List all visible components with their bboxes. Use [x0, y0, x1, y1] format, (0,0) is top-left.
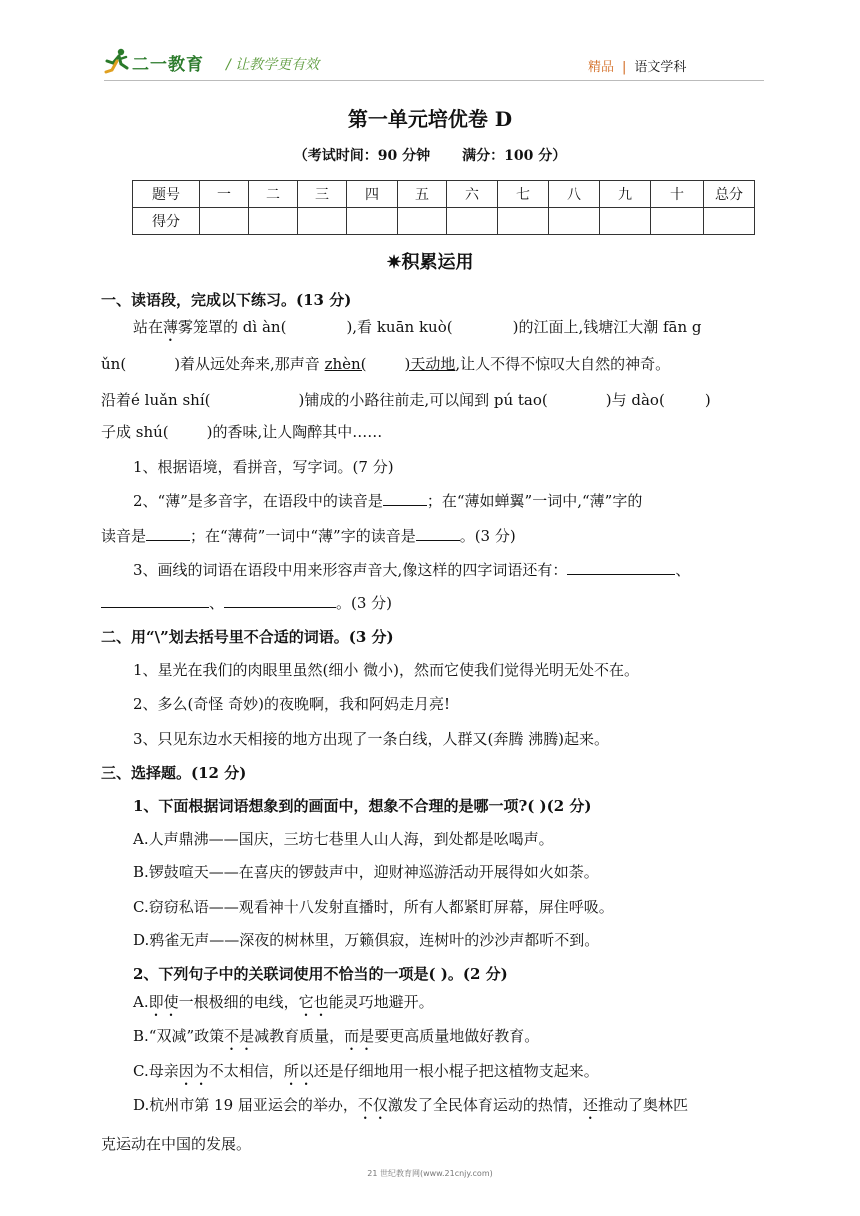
q3-sub1-option-c: C.窃窃私语——观看神十八发射直播时，所有人都紧盯屏幕，屏住呼吸。	[133, 898, 614, 916]
header-label: 题号	[133, 181, 200, 208]
q3-sub2: 2、下列句子中的关联词使用不恰当的一项是( )。(2 分)	[133, 965, 508, 983]
score-cell[interactable]	[447, 208, 498, 235]
score-table-header-row	[133, 181, 755, 208]
text: ；在“薄荷”一词中“薄”字的读音是	[190, 527, 416, 545]
text: )的江面上,钱塘江大潮 fān g	[512, 318, 702, 336]
text: 不太相信，	[208, 1062, 284, 1080]
text: 站在	[133, 318, 164, 336]
score-cell[interactable]	[704, 208, 755, 235]
q1-passage-line-1	[133, 317, 813, 345]
q2-item-1: 1、星光在我们的肉眼里虽然(细小 微小)，然而它使我们觉得光明无处不在。	[133, 661, 640, 679]
q1-sub2-line-1	[133, 491, 813, 511]
header-divider	[104, 80, 764, 81]
text: zhèn(	[324, 355, 367, 373]
page-title: 第一单元培优卷 D	[347, 107, 513, 131]
score-table-score-row	[133, 208, 755, 235]
text: B.“双减”政策	[133, 1027, 225, 1045]
q3-heading: 三、选择题。(12 分)	[101, 764, 247, 782]
col-10: 十	[651, 181, 704, 208]
quality-label: 精品	[588, 60, 615, 75]
emphasized-word: 不是	[224, 1027, 255, 1045]
text: 、	[209, 594, 225, 612]
q3-sub2-option-c	[133, 1061, 813, 1089]
text: A.	[133, 993, 149, 1011]
slogan: / 让教学更有效	[226, 57, 320, 73]
answer-blank[interactable]	[416, 526, 460, 541]
emphasized-word: 不仅	[357, 1096, 388, 1114]
text: 激发了全民体育运动的热情，	[387, 1096, 583, 1114]
q1-sub1: 1、根据语境，看拼音，写字词。(7 分)	[133, 458, 394, 476]
q1-sub3-line-2	[101, 593, 781, 613]
text: 要更高质量地做好教育。	[374, 1027, 540, 1045]
q3-sub2-option-d	[133, 1095, 813, 1123]
q3-sub2-option-a	[133, 992, 813, 1020]
text: 3、画线的词语在语段中用来形容声音大,像这样的四字词语还有：	[133, 561, 568, 579]
exam-time: （考试时间：90 分钟	[293, 148, 431, 164]
header-subject	[588, 56, 686, 75]
logo	[104, 48, 204, 76]
emphasized-char: 薄	[163, 318, 179, 336]
score-cell[interactable]	[498, 208, 549, 235]
answer-blank[interactable]	[101, 593, 209, 608]
text: )铺成的小路往前走,可以闻到 pú tao(	[298, 391, 548, 409]
text: 。(3 分)	[459, 527, 516, 545]
text: )	[704, 391, 711, 409]
row-label: 得分	[133, 208, 200, 235]
q1-heading: 一、读语段，完成以下练习。(13 分)	[101, 291, 352, 309]
q3-sub1-option-a: A.人声鼎沸——国庆，三坊七巷里人山人海，到处都是吆喝声。	[133, 830, 554, 848]
col-7: 七	[498, 181, 549, 208]
text: 一根极细的电线，	[178, 993, 299, 1011]
q1-sub3-line-1	[133, 560, 813, 580]
text: 子成 shú(	[101, 423, 169, 441]
col-5: 五	[398, 181, 447, 208]
text: 雾笼罩的 dì àn(	[178, 318, 287, 336]
score-cell[interactable]	[298, 208, 347, 235]
q2-item-3: 3、只见东边水天相接的地方出现了一条白线，人群又(奔腾 沸腾)起来。	[133, 730, 610, 748]
q1-passage-line-3	[101, 390, 781, 410]
text: )与 dào(	[605, 391, 665, 409]
logo-text: 二一教育	[132, 54, 204, 75]
col-total: 总分	[704, 181, 755, 208]
col-2: 二	[249, 181, 298, 208]
header-separator: |	[622, 60, 627, 75]
q1-sub2-line-2	[101, 526, 781, 546]
text: 沿着é luǎn shí(	[101, 391, 211, 409]
text: 还是仔细地用一根小棍子把这植物支起来。	[313, 1062, 599, 1080]
emphasized-word: 而是	[344, 1027, 375, 1045]
text: 、	[675, 561, 691, 579]
q2-heading: 二、用“\”划去括号里不合适的词语。(3 分)	[101, 628, 394, 646]
emphasized-word: 因为	[178, 1062, 209, 1080]
answer-blank[interactable]	[224, 593, 336, 608]
answer-blank[interactable]	[146, 526, 190, 541]
q3-sub1: 1、下面根据词语想象到的画面中，想象不合理的是哪一项?( )(2 分)	[133, 797, 592, 815]
text: 能灵巧地避开。	[328, 993, 434, 1011]
text: ǔn(	[101, 355, 127, 373]
text: 读音是	[101, 527, 147, 545]
score-table	[132, 180, 755, 235]
score-cell[interactable]	[398, 208, 447, 235]
col-1: 一	[200, 181, 249, 208]
runner-icon	[104, 48, 130, 76]
subject-label: 语文学科	[634, 60, 687, 75]
emphasized-word: 即使	[148, 993, 179, 1011]
q1-passage-line-4	[101, 422, 781, 442]
text: 推动了奥林匹	[597, 1096, 688, 1114]
score-cell[interactable]	[249, 208, 298, 235]
text: D.杭州市第 19 届亚运会的举办，	[133, 1096, 358, 1114]
col-9: 九	[600, 181, 651, 208]
score-cell[interactable]	[549, 208, 600, 235]
q1-passage-line-2	[101, 354, 781, 374]
col-3: 三	[298, 181, 347, 208]
text: )着从远处奔来,那声音	[174, 355, 325, 373]
text: )天动地	[404, 355, 456, 373]
col-8: 八	[549, 181, 600, 208]
text: C.母亲	[133, 1062, 179, 1080]
page-footer: 21 世纪教育网(www.21cnjy.com)	[367, 1169, 493, 1178]
text: ),看 kuān kuò(	[346, 318, 453, 336]
text: 2、“薄”是多音字，在语段中的读音是	[133, 492, 383, 510]
emphasized-word: 还	[582, 1096, 598, 1114]
col-4: 四	[347, 181, 398, 208]
underlined-word	[325, 355, 456, 373]
answer-blank[interactable]	[567, 560, 675, 575]
emphasized-word: 它也	[298, 993, 329, 1011]
text: )的香味,让人陶醉其中……	[206, 423, 383, 441]
q3-sub2-option-d-cont: 克运动在中国的发展。	[101, 1135, 252, 1153]
text: ；在“薄如蝉翼”一词中,“薄”字的	[426, 492, 643, 510]
q3-sub2-option-b	[133, 1026, 813, 1054]
score-cell[interactable]	[600, 208, 651, 235]
col-6: 六	[447, 181, 498, 208]
score-cell[interactable]	[347, 208, 398, 235]
q3-sub1-option-b: B.锣鼓喧天——在喜庆的锣鼓声中，迎财神巡游活动开展得如火如荼。	[133, 863, 599, 881]
score-cell[interactable]	[651, 208, 704, 235]
emphasized-word: 所以	[283, 1062, 314, 1080]
text: 减教育质量，	[254, 1027, 345, 1045]
score-cell[interactable]	[200, 208, 249, 235]
q3-sub1-option-d: D.鸦雀无声——深夜的树林里，万籁俱寂，连树叶的沙沙声都听不到。	[133, 931, 600, 949]
section-title: ✷积累运用	[386, 252, 474, 273]
full-score: 满分：100 分）	[462, 148, 567, 164]
text: ,让人不得不惊叹大自然的神奇。	[455, 355, 671, 373]
q2-item-2: 2、多么(奇怪 奇妙)的夜晚啊，我和阿妈走月亮!	[133, 695, 451, 713]
exam-info	[0, 145, 860, 165]
text: 。(3 分)	[336, 594, 393, 612]
page-header	[0, 0, 860, 80]
answer-blank[interactable]	[383, 491, 427, 506]
